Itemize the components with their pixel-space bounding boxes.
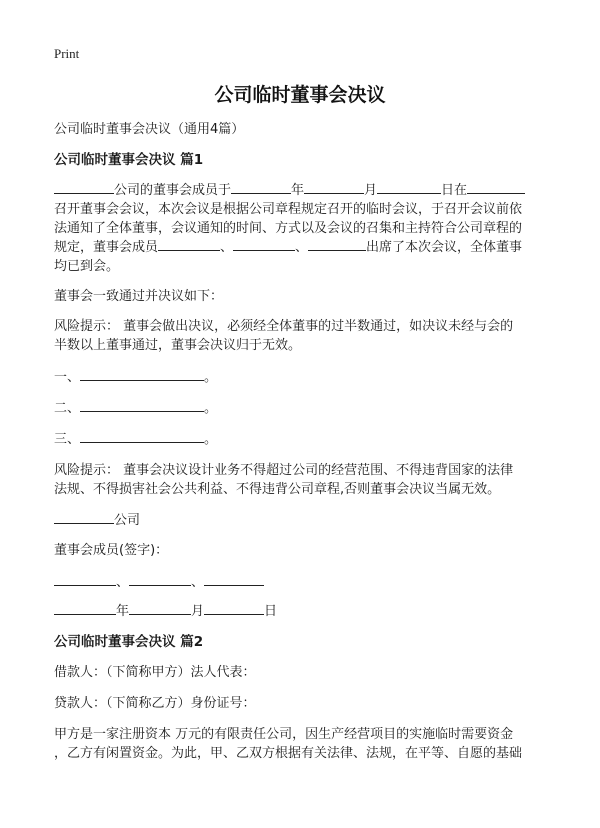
blank-field[interactable] xyxy=(129,573,191,586)
risk-notice-2-line-1: 风险提示： 董事会决议设计业务不得超过公司的经营范围、不得违背国家的法律 xyxy=(54,463,514,478)
text-run: 公司的董事会成员于 xyxy=(114,183,232,198)
section-2-body-line-1: 甲方是一家注册资本 万元的有限责任公司，因生产经营项目的实施临时需要资金 xyxy=(54,727,514,742)
members-signature-label: 董事会成员(签字)： xyxy=(54,543,169,558)
text-run: 月 xyxy=(191,604,205,619)
section-2-body-line-2: ，乙方有闲置资金。为此，甲、乙双方根据有关法律、法规，在平等、自愿的基础 xyxy=(54,746,523,761)
signature-date-line xyxy=(54,602,548,621)
separator: 、 xyxy=(295,240,309,255)
blank-field[interactable] xyxy=(231,181,291,194)
item-number: 一、 xyxy=(54,370,81,385)
blank-field[interactable] xyxy=(158,238,220,251)
blank-field[interactable] xyxy=(54,511,114,524)
item-end: 。 xyxy=(204,401,218,416)
text-run: 月 xyxy=(364,183,378,198)
document-subtitle: 公司临时董事会决议（通用4篇） xyxy=(54,122,245,137)
unanimous-resolution: 董事会一致通过并决议如下： xyxy=(54,289,224,304)
blank-field[interactable] xyxy=(54,602,116,615)
section-2-heading: 公司临时董事会决议 篇2 xyxy=(54,634,204,650)
blank-field[interactable] xyxy=(308,238,366,251)
text-run: 公司 xyxy=(114,513,141,528)
text-run: 年 xyxy=(116,604,130,619)
blank-field[interactable] xyxy=(304,181,364,194)
text-run: 日 xyxy=(264,604,278,619)
item-number: 二、 xyxy=(54,401,81,416)
blank-field[interactable] xyxy=(54,181,114,194)
blank-field[interactable] xyxy=(377,181,441,194)
lender-line: 贷款人：（下简称乙方）身份证号： xyxy=(54,696,256,711)
blank-field[interactable] xyxy=(80,399,204,412)
blank-field[interactable] xyxy=(204,573,264,586)
blank-field[interactable] xyxy=(467,181,525,194)
item-end: 。 xyxy=(204,370,218,385)
intro-line-2: 召开董事会会议，本次会议是根据公司章程规定召开的临时会议，于召开会议前依 xyxy=(54,202,523,217)
item-number: 三、 xyxy=(54,432,81,447)
intro-line-3: 法通知了全体董事，会议通知的时间、方式以及会议的召集和主持符合公司章程的 xyxy=(54,221,523,236)
intro-line-4 xyxy=(54,238,548,257)
blank-field[interactable] xyxy=(233,238,295,251)
borrower-line: 借款人：（下简称甲方）法人代表： xyxy=(54,665,256,680)
blank-field[interactable] xyxy=(204,602,264,615)
section-1-heading: 公司临时董事会决议 篇1 xyxy=(54,152,204,168)
item-end: 。 xyxy=(204,432,218,447)
blank-field[interactable] xyxy=(54,573,116,586)
blank-field[interactable] xyxy=(80,430,204,443)
intro-line-1 xyxy=(54,181,548,200)
risk-notice-2-line-2: 法规、不得损害社会公共利益、不得违背公司章程,否则董事会决议当属无效。 xyxy=(54,482,501,497)
text-run: 日在 xyxy=(441,183,468,198)
company-signature-line xyxy=(54,511,548,530)
risk-notice-1-line-2: 半数以上董事通过，董事会决议归于无效。 xyxy=(54,338,302,353)
blank-field[interactable] xyxy=(129,602,191,615)
document-title: 公司临时董事会决议 xyxy=(214,84,386,106)
intro-line-5: 均已到会。 xyxy=(54,259,120,274)
text-run: 年 xyxy=(291,183,305,198)
text-run: 规定，董事会成员 xyxy=(54,240,159,255)
separator: 、 xyxy=(220,240,234,255)
members-signature-blanks xyxy=(54,573,548,592)
resolution-item-3 xyxy=(54,430,548,449)
separator: 、 xyxy=(116,575,130,590)
resolution-item-2 xyxy=(54,399,548,418)
print-link[interactable]: Print xyxy=(54,46,80,61)
resolution-item-1 xyxy=(54,368,548,387)
blank-field[interactable] xyxy=(80,368,204,381)
text-run: 出席了本次会议，全体董事 xyxy=(366,240,523,255)
separator: 、 xyxy=(191,575,205,590)
risk-notice-1-line-1: 风险提示： 董事会做出决议，必须经全体董事的过半数通过，如决议未经与会的 xyxy=(54,319,514,334)
